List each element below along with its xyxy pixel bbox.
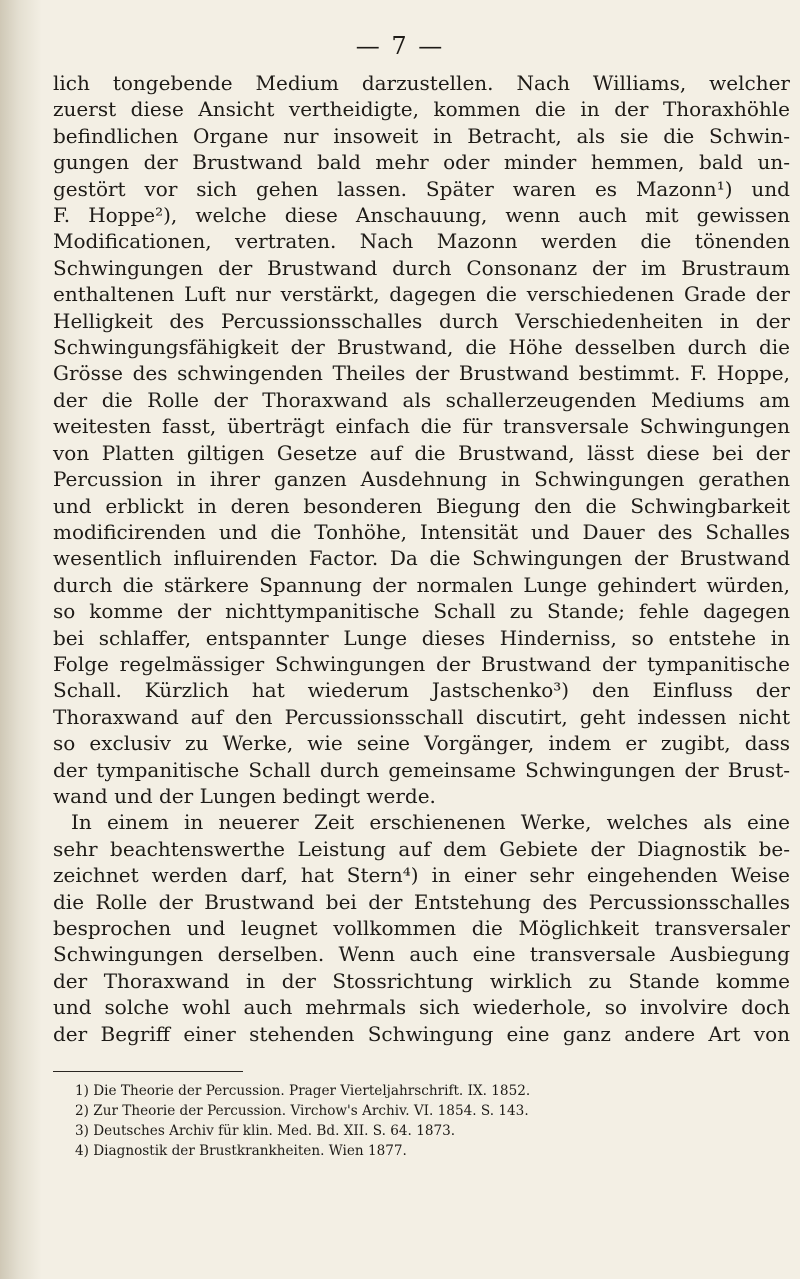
text-line: zuerst diese Ansicht vertheidigte, kommen die in der Thoraxhöhle (53, 97, 790, 122)
text-line: und solche wohl auch mehrmals sich wiederhole, so involvire doch (53, 995, 790, 1020)
text-line: befindlichen Organe nur insoweit in Betracht, als sie die Schwin- (53, 123, 790, 148)
text-line: bei schlaffer, entspannter Lunge dieses Hinderniss, so entstehe in (53, 625, 790, 650)
text-line: Thoraxwand auf den Percussionsschall discutirt, geht indessen nicht (53, 704, 790, 729)
footnote: 2) Zur Theorie der Percussion. Virchow's Archiv. VI. 1854. S. 143. (75, 1103, 529, 1119)
text-line: durch die stärkere Spannung der normalen Lunge gehindert würden, (53, 572, 790, 597)
footnote: 4) Diagnostik der Brustkrankheiten. Wien 1877. (75, 1143, 407, 1159)
text-line: Modificationen, vertraten. Nach Mazonn werden die tönenden (53, 229, 790, 254)
text-line: Schwingungen der Brustwand durch Consonanz der im Brustraum (53, 255, 790, 280)
text-line: In einem in neuerer Zeit erschienenen Werke, welches als eine (71, 810, 790, 835)
text-line: wesentlich influirenden Factor. Da die Schwingungen der Brustwand (53, 546, 790, 571)
text-line: der Thoraxwand in der Stossrichtung wirklich zu Stande komme (53, 968, 790, 993)
text-line: zeichnet werden darf, hat Stern⁴) in einer sehr eingehenden Weise (53, 863, 790, 888)
text-line: Schall. Kürzlich hat wiederum Jastschenko³) den Einfluss der (53, 678, 790, 703)
text-line: gungen der Brustwand bald mehr oder minder hemmen, bald un- (53, 150, 790, 175)
text-line: der Begriff einer stehenden Schwingung eine ganz andere Art von (53, 1021, 790, 1046)
text-line: weitesten fasst, überträgt einfach die für transversale Schwingungen (53, 414, 790, 439)
text-line: Helligkeit des Percussionsschalles durch Verschiedenheiten in der (53, 308, 790, 333)
text-line: enthaltenen Luft nur verstärkt, dagegen die verschiedenen Grade der (53, 282, 790, 307)
text-line: besprochen und leugnet vollkommen die Möglichkeit transversaler (53, 916, 790, 940)
text-line: lich tongebende Medium darzustellen. Nach Williams, welcher (53, 71, 790, 95)
page-number: — 7 — (355, 32, 445, 60)
text-line: Percussion in ihrer ganzen Ausdehnung in Schwingungen gerathen (53, 467, 790, 492)
text-line: modificirenden und die Tonhöhe, Intensität und Dauer des Schalles (53, 519, 790, 544)
text-line: F. Hoppe²), welche diese Anschauung, wenn auch mit gewissen (53, 203, 790, 228)
text-line: sehr beachtenswerthe Leistung auf dem Gebiete der Diagnostik be- (53, 836, 790, 861)
text-line: so exclusiv zu Werke, wie seine Vorgänger, indem er zugibt, dass (53, 731, 790, 756)
body-text (53, 70, 790, 1047)
text-line: Schwingungsfähigkeit der Brustwand, die Höhe desselben durch die (53, 335, 790, 360)
footnote: 3) Deutsches Archiv für klin. Med. Bd. XII. S. 64. 1873. (75, 1123, 456, 1139)
text-line: Grösse des schwingenden Theiles der Brustwand bestimmt. F. Hoppe, (53, 361, 790, 386)
text-line: so komme der nichttympanitische Schall zu Stande; fehle dagegen (53, 599, 790, 624)
text-line: wand und der Lungen bedingt werde. (53, 783, 436, 808)
text-line: Folge regelmässiger Schwingungen der Brustwand der tympanitische (53, 651, 790, 676)
text-line: die Rolle der Brustwand bei der Entstehung des Percussionsschalles (53, 889, 790, 914)
text-line: von Platten giltigen Gesetze auf die Brustwand, lässt diese bei der (53, 440, 790, 465)
text-line: und erblickt in deren besonderen Biegung den die Schwingbarkeit (53, 493, 790, 518)
footnote-rule (53, 1071, 243, 1072)
text-line: gestört vor sich gehen lassen. Später waren es Mazonn¹) und (53, 176, 790, 201)
text-line: der tympanitische Schall durch gemeinsame Schwingungen der Brust- (53, 757, 790, 782)
text-line: der die Rolle der Thoraxwand als schallerzeugenden Mediums am (53, 387, 790, 412)
page-gutter-shadow (0, 0, 42, 1279)
footnotes (75, 1081, 775, 1161)
text-line: Schwingungen derselben. Wenn auch eine transversale Ausbiegung (53, 942, 790, 967)
footnote: 1) Die Theorie der Percussion. Prager Vierteljahrschrift. IX. 1852. (75, 1083, 531, 1099)
